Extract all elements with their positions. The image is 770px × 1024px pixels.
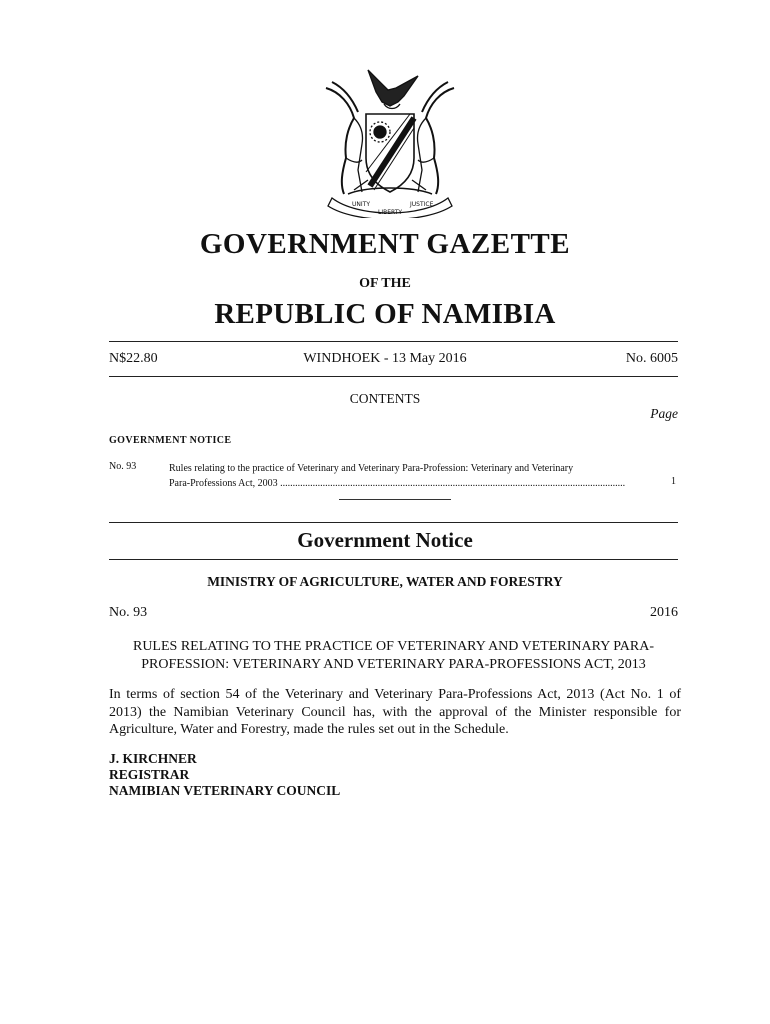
- signatory-title: REGISTRAR: [109, 767, 190, 782]
- header-rule-bottom: [109, 376, 678, 377]
- contents-section-heading: GOVERNMENT NOTICE: [109, 435, 232, 446]
- rules-title-line2: PROFESSION: VETERINARY AND VETERINARY PARA-PROFESSIONS ACT, 2013: [141, 657, 646, 672]
- contents-heading: CONTENTS: [349, 391, 421, 406]
- toc-item-line1: Rules relating to the practice of Veterinary and Veterinary Para-Profession: Veterinary and Veterinary: [169, 463, 574, 474]
- gazette-title: GOVERNMENT GAZETTE: [199, 228, 571, 260]
- notice-number: No. 93: [109, 605, 148, 620]
- page-column-label: Page: [650, 406, 678, 421]
- rules-title-line1: RULES RELATING TO THE PRACTICE OF VETERINARY AND VETERINARY PARA-: [132, 639, 655, 654]
- toc-item-page: 1: [671, 476, 676, 487]
- rules-title: [109, 638, 678, 674]
- notice-rule-bottom: [109, 559, 678, 560]
- gazette-subtitle: OF THE: [359, 276, 411, 291]
- republic-title: REPUBLIC OF NAMIBIA: [214, 298, 556, 330]
- motto-liberty: LIBERTY: [378, 209, 403, 216]
- coat-of-arms-emblem: [318, 62, 462, 218]
- toc-item-title[interactable]: [169, 461, 649, 491]
- signatory-name: J. KIRCHNER: [109, 751, 197, 766]
- notice-body: In terms of section 54 of the Veterinary and Veterinary Para-Professions Act, 2013 (Act No. 1 of 2013) the Namibian Veterinary Council has, with the approval of the Minister responsible for Agriculture, Water and Forestry, made the rules set out in the Schedule.: [109, 687, 681, 737]
- price: N$22.80: [109, 351, 158, 366]
- notice-year: 2016: [650, 605, 678, 620]
- motto-justice: JUSTICE: [410, 201, 434, 208]
- signatory-organisation: NAMIBIAN VETERINARY COUNCIL: [109, 783, 341, 798]
- contents-end-rule: [339, 499, 451, 500]
- notice-rule-top: [109, 522, 678, 523]
- place-date: WINDHOEK - 13 May 2016: [303, 351, 467, 366]
- toc-item-line2: Para-Professions Act, 2003 ..........................................................................................................................................: [169, 478, 626, 489]
- header-rule-top: [109, 341, 678, 342]
- ministry-heading: MINISTRY OF AGRICULTURE, WATER AND FORESTRY: [207, 574, 563, 589]
- motto-unity: UNITY: [352, 201, 370, 208]
- toc-item-number: No. 93: [109, 461, 137, 472]
- issue-number: No. 6005: [625, 351, 678, 366]
- notice-heading: Government Notice: [297, 528, 473, 552]
